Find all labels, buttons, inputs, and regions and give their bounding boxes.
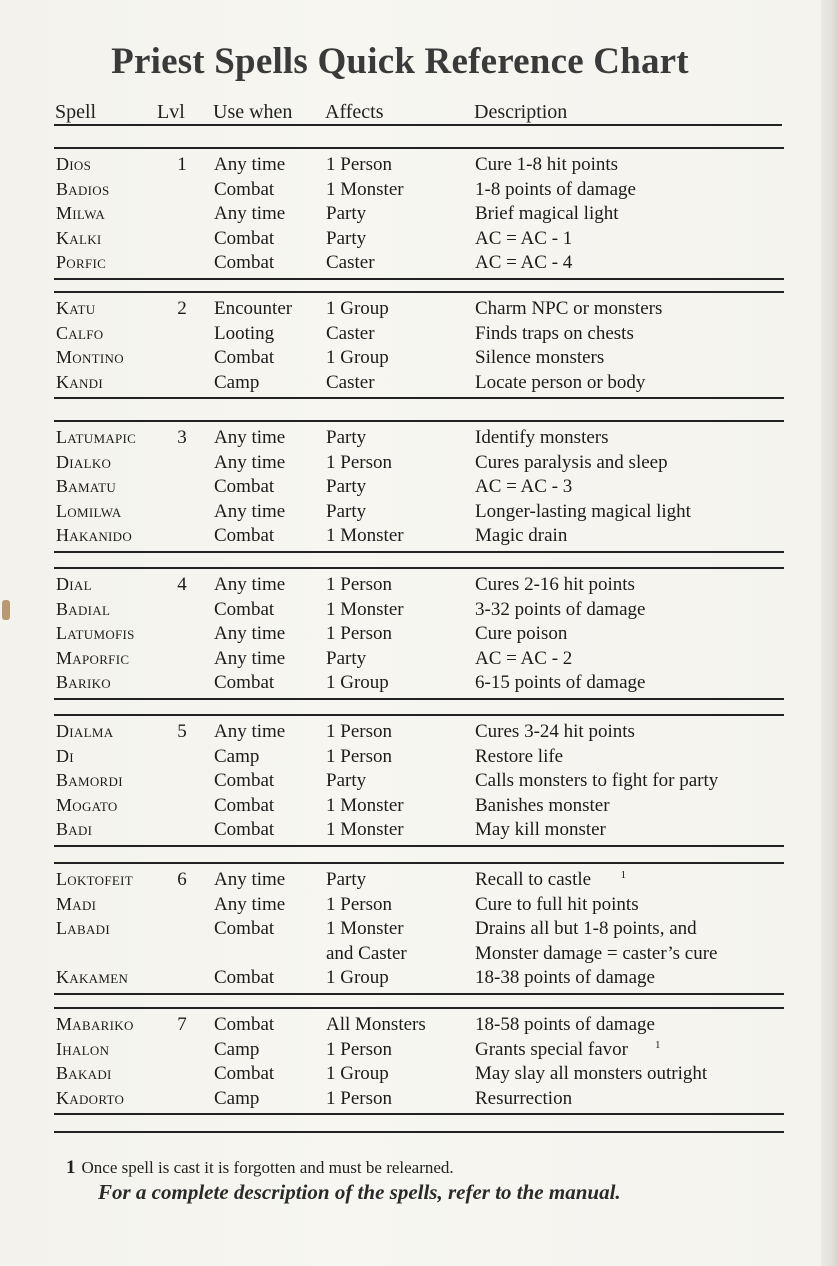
affects: Caster	[326, 371, 375, 393]
affects: 1 Monster	[326, 178, 404, 200]
spell-name: Badial	[56, 598, 111, 619]
spell-level: 4	[177, 574, 187, 595]
description: AC = AC - 2	[475, 647, 573, 669]
affects: 1 Person	[326, 451, 392, 473]
description: Finds traps on chests	[475, 322, 634, 344]
affects: and Caster	[326, 942, 407, 964]
spell-level: 2	[177, 298, 187, 319]
table-row	[0, 770, 837, 794]
affects: 1 Person	[326, 623, 392, 645]
table-row	[0, 721, 837, 745]
table-row	[0, 795, 837, 819]
group-bottom-rule	[54, 278, 784, 280]
table-row	[0, 154, 837, 178]
use-when: Any time	[214, 451, 286, 473]
table-row	[0, 1014, 837, 1038]
use-when: Combat	[214, 227, 275, 249]
table-row	[0, 179, 837, 203]
description: Cure to full hit points	[475, 893, 639, 915]
spell-name: Madi	[56, 893, 97, 914]
spell-name: Dios	[56, 154, 92, 174]
description: Cure poison	[475, 623, 568, 645]
spell-name: Bakadi	[56, 1063, 112, 1084]
description: Magic drain	[475, 525, 568, 547]
affects: All Monsters	[326, 1014, 426, 1035]
affects: Caster	[326, 252, 375, 274]
use-when: Any time	[214, 500, 286, 522]
affects: Party	[326, 476, 367, 498]
table-row	[0, 869, 837, 893]
spell-name: Lomilwa	[56, 500, 122, 521]
group-top-rule	[54, 147, 784, 149]
spell-name: Mabariko	[56, 1014, 134, 1034]
spell-name: Labadi	[56, 918, 110, 939]
spell-level: 5	[177, 721, 187, 742]
description: 3-32 points of damage	[475, 598, 646, 620]
table-row	[0, 252, 837, 276]
table-row	[0, 672, 837, 696]
description: Charm NPC or monsters	[475, 298, 663, 319]
use-when: Any time	[214, 893, 286, 915]
description: 1-8 points of damage	[475, 178, 636, 200]
affects: Party	[326, 427, 367, 448]
description: AC = AC - 1	[475, 227, 573, 249]
spell-name: Latumapic	[56, 427, 137, 447]
description: Cure 1-8 hit points	[475, 154, 619, 175]
affects: 1 Group	[326, 347, 389, 369]
spell-name: Badios	[56, 178, 110, 199]
use-when: Any time	[214, 427, 286, 448]
use-when: Combat	[214, 1014, 275, 1035]
affects: 1 Person	[326, 1087, 392, 1109]
description: May slay all monsters outright	[475, 1063, 708, 1085]
affects: 1 Monster	[326, 918, 404, 940]
use-when: Combat	[214, 178, 275, 200]
description: Recall to castle	[475, 869, 592, 890]
use-when: Any time	[214, 203, 286, 225]
use-when: Camp	[214, 371, 260, 393]
affects: Party	[326, 500, 367, 522]
table-row	[0, 1063, 837, 1087]
use-when: Combat	[214, 1063, 275, 1085]
footnote	[66, 1157, 454, 1179]
affects: 1 Person	[326, 745, 392, 767]
table-row	[0, 574, 837, 598]
use-when: Combat	[214, 770, 275, 792]
group-bottom-rule	[54, 698, 784, 700]
table-row	[0, 323, 837, 347]
spell-level: 7	[177, 1014, 187, 1035]
footnote-marker: 1	[655, 1038, 661, 1051]
footnote-number: 1	[66, 1157, 76, 1178]
column-header-lvl: Lvl	[157, 101, 185, 123]
spell-name: Bamatu	[56, 476, 117, 497]
use-when: Any time	[214, 647, 286, 669]
affects: Party	[326, 770, 367, 792]
use-when: Any time	[214, 154, 286, 175]
use-when: Combat	[214, 918, 275, 940]
spell-name: Kalki	[56, 227, 102, 248]
description: Banishes monster	[475, 794, 610, 816]
group-top-rule	[54, 714, 784, 716]
description: AC = AC - 3	[475, 476, 573, 498]
affects: 1 Group	[326, 298, 389, 319]
description: Cures 2-16 hit points	[475, 574, 635, 595]
group-top-rule	[54, 291, 784, 293]
description: Longer-lasting magical light	[475, 500, 691, 522]
affects: Party	[326, 227, 367, 249]
table-row	[0, 203, 837, 227]
group-bottom-rule	[54, 993, 784, 995]
affects: 1 Monster	[326, 794, 404, 816]
table-row	[0, 746, 837, 770]
spell-name: Kadorto	[56, 1087, 125, 1108]
use-when: Any time	[214, 721, 286, 742]
group-top-rule	[54, 567, 784, 569]
affects: 1 Group	[326, 967, 389, 989]
group-top-rule	[54, 420, 784, 422]
spell-name: Porfic	[56, 252, 107, 273]
use-when: Combat	[214, 794, 275, 816]
affects: 1 Group	[326, 672, 389, 694]
use-when: Camp	[214, 745, 260, 767]
table-row	[0, 427, 837, 451]
table-row	[0, 347, 837, 371]
description: 6-15 points of damage	[475, 672, 646, 694]
group-top-rule	[54, 862, 784, 864]
use-when: Any time	[214, 574, 286, 595]
spell-name: Mogato	[56, 794, 118, 815]
description: Cures paralysis and sleep	[475, 451, 668, 473]
affects: 1 Person	[326, 154, 392, 175]
column-header-affects: Affects	[325, 101, 384, 123]
description: 18-38 points of damage	[475, 967, 655, 989]
column-header-use-when: Use when	[213, 101, 293, 123]
table-row	[0, 967, 837, 991]
table-row	[0, 228, 837, 252]
spell-name: Badi	[56, 819, 93, 840]
group-bottom-rule	[54, 397, 784, 399]
description: Locate person or body	[475, 371, 646, 393]
spell-name: Dialma	[56, 721, 114, 741]
affects: 1 Person	[326, 893, 392, 915]
spell-level: 6	[177, 869, 187, 890]
table-row	[0, 943, 837, 967]
affects: 1 Person	[326, 574, 392, 595]
spell-name: Kandi	[56, 371, 103, 392]
description: Monster damage = caster’s cure	[475, 942, 718, 964]
use-when: Camp	[214, 1087, 260, 1109]
table-row	[0, 501, 837, 525]
group-bottom-rule	[54, 1113, 784, 1115]
spell-name: Maporfic	[56, 647, 130, 668]
spell-name: Dial	[56, 574, 92, 594]
use-when: Any time	[214, 869, 286, 890]
table-end-rule	[54, 1131, 784, 1133]
use-when: Camp	[214, 1038, 260, 1060]
spell-name: Loktofeit	[56, 869, 134, 889]
use-when: Combat	[214, 672, 275, 694]
use-when: Encounter	[214, 298, 293, 319]
spell-name: Katu	[56, 298, 96, 318]
use-when: Combat	[214, 476, 275, 498]
use-when: Combat	[214, 598, 275, 620]
table-row	[0, 298, 837, 322]
affects: Party	[326, 647, 367, 669]
use-when: Combat	[214, 819, 275, 841]
table-row	[0, 476, 837, 500]
affects: Party	[326, 869, 367, 890]
affects: Caster	[326, 322, 375, 344]
use-when: Combat	[214, 252, 275, 274]
table-row	[0, 599, 837, 623]
spell-name: Bariko	[56, 672, 111, 693]
table-row	[0, 648, 837, 672]
group-bottom-rule	[54, 845, 784, 847]
table-row	[0, 1088, 837, 1112]
table-row	[0, 819, 837, 843]
spell-name: Montino	[56, 347, 124, 368]
description: Brief magical light	[475, 203, 619, 225]
spell-name: Kakamen	[56, 967, 129, 988]
manual-note: For a complete description of the spells, refer to the manual.	[98, 1180, 621, 1204]
spell-name: Milwa	[56, 203, 106, 224]
affects: 1 Monster	[326, 819, 404, 841]
description: Resurrection	[475, 1087, 573, 1109]
use-when: Combat	[214, 525, 275, 547]
spell-level: 3	[177, 427, 187, 448]
description: Grants special favor	[475, 1038, 628, 1060]
use-when: Looting	[214, 322, 275, 344]
use-when: Combat	[214, 967, 275, 989]
description: Identify monsters	[475, 427, 609, 448]
use-when: Any time	[214, 623, 286, 645]
column-header-spell: Spell	[55, 101, 97, 123]
description: May kill monster	[475, 819, 606, 841]
page-title: Priest Spells Quick Reference Chart	[111, 41, 689, 82]
description: Calls monsters to fight for party	[475, 770, 719, 792]
table-row	[0, 452, 837, 476]
spell-name: Calfo	[56, 322, 104, 343]
spell-name: Dialko	[56, 451, 112, 472]
table-row	[0, 918, 837, 942]
spell-name: Di	[56, 745, 74, 766]
spell-level: 1	[177, 154, 187, 175]
use-when: Combat	[214, 347, 275, 369]
table-row	[0, 894, 837, 918]
spell-name: Hakanido	[56, 525, 133, 546]
footnote-text: Once spell is cast it is forgotten and must be relearned.	[81, 1158, 454, 1177]
spell-name: Bamordi	[56, 770, 123, 791]
description: Cures 3-24 hit points	[475, 721, 635, 742]
description: Silence monsters	[475, 347, 605, 369]
description: Restore life	[475, 745, 564, 767]
affects: 1 Monster	[326, 598, 404, 620]
spell-name: Latumofis	[56, 623, 135, 644]
affects: 1 Person	[326, 721, 392, 742]
footnote-marker: 1	[620, 869, 627, 881]
affects: 1 Monster	[326, 525, 404, 547]
description: AC = AC - 4	[475, 252, 573, 274]
header-underline	[54, 124, 782, 126]
table-row	[0, 1039, 837, 1063]
group-bottom-rule	[54, 551, 784, 553]
affects: 1 Person	[326, 1038, 392, 1060]
column-header-description: Description	[474, 101, 568, 123]
affects: Party	[326, 203, 367, 225]
table-row	[0, 372, 837, 396]
description: Drains all but 1-8 points, and	[475, 918, 697, 940]
spell-name: Ihalon	[56, 1038, 110, 1059]
affects: 1 Group	[326, 1063, 389, 1085]
description: 18-58 points of damage	[475, 1014, 655, 1035]
group-top-rule	[54, 1007, 784, 1009]
table-row	[0, 525, 837, 549]
table-row	[0, 623, 837, 647]
